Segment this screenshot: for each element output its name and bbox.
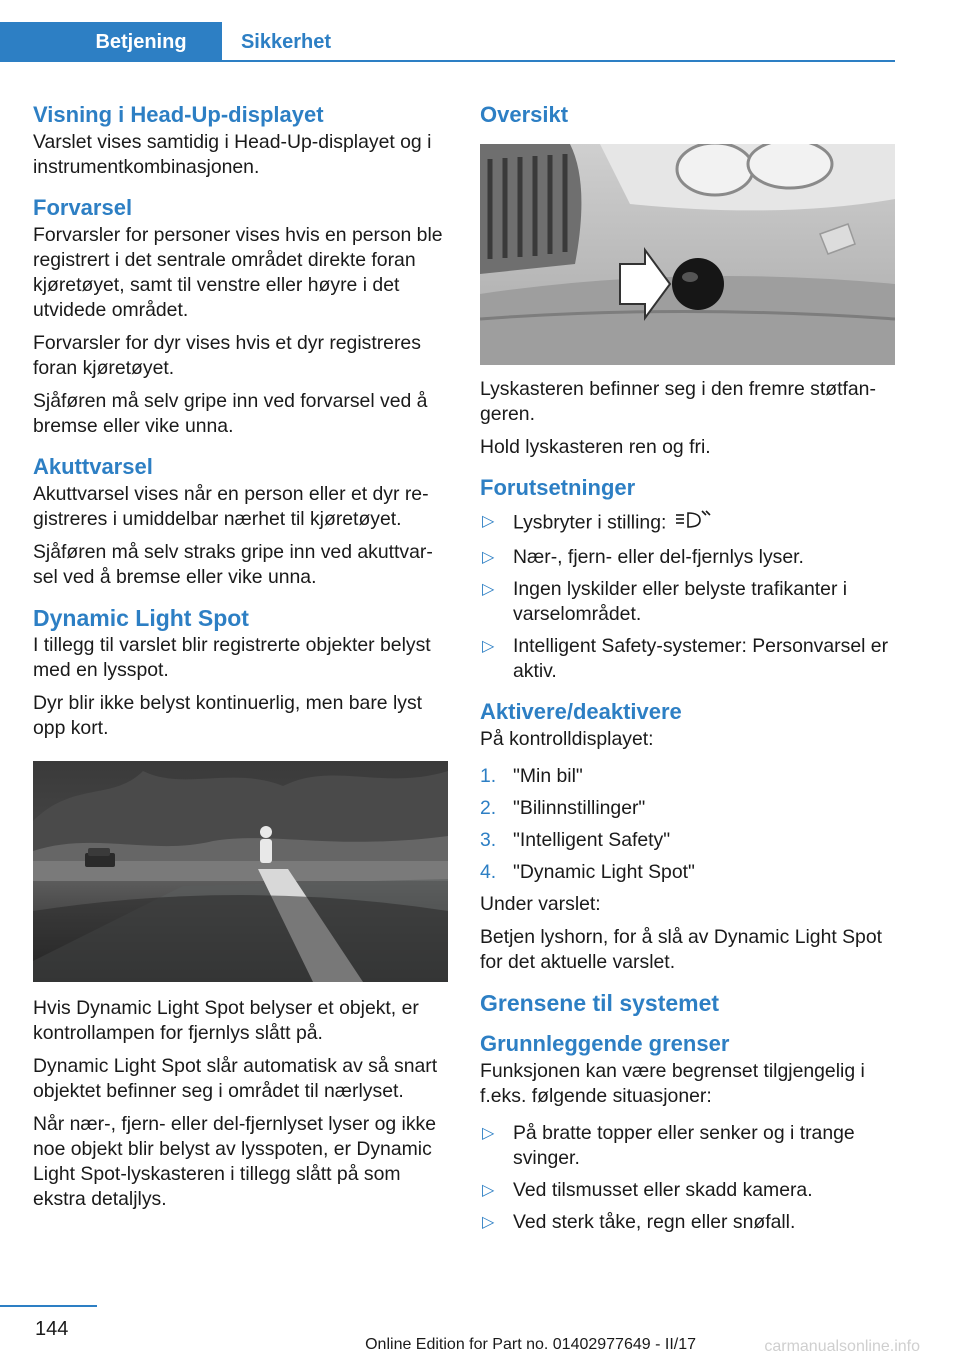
heading-head-up-display: Visning i Head-Up-displayet (33, 102, 324, 127)
heading-oversikt: Oversikt (480, 102, 569, 127)
list-item: 1. "Min bil" (480, 765, 583, 787)
steps-list (480, 764, 895, 885)
prerequisites-list (480, 509, 895, 684)
edition-text: Online Edition for Part no. 01402977649 - II/17 (365, 1336, 696, 1353)
paragraph: Hold lyskasteren ren og fri. (480, 436, 711, 458)
paragraph: Dynamic Light Spot slår automatisk av så snart objektet befinner seg i området til nærlyset. (33, 1055, 438, 1102)
heading-grensene: Grensene til systemet (480, 990, 720, 1016)
paragraph: Hvis Dynamic Light Spot belyser et objekt, er kontrollampen for fjernlys slått på. (33, 997, 419, 1044)
paragraph: På kontrolldisplayet: (480, 728, 654, 750)
right-column (480, 100, 895, 1245)
heading-aktivere-deaktivere: Aktivere/deaktivere (480, 699, 682, 724)
limits-list (480, 1121, 895, 1235)
paragraph: Sjåføren må selv gripe inn ved forvarsel ved å bremse eller vike unna. (33, 390, 428, 437)
list-item: 3. "Intelligent Safety" (480, 829, 671, 851)
heading-forvarsel: Forvarsel (33, 195, 133, 220)
front-bumper-photo (480, 144, 895, 365)
triangle-bullet-icon: ▷ (482, 513, 495, 530)
header-tabs (0, 22, 895, 62)
list-item: 2. "Bilinnstillinger" (480, 797, 646, 819)
paragraph: Varslet vises samtidig i Head-Up-displayet og i instrumentkombinasjonen. (33, 131, 432, 178)
triangle-bullet-icon: ▷ (482, 581, 495, 598)
paragraph: Under varslet: (480, 893, 601, 915)
triangle-bullet-icon: ▷ (482, 1214, 495, 1231)
paragraph: Lyskasteren befinner seg i den fremre støtfan‐geren. (480, 378, 876, 425)
list-item: ▷ Intelligent Safety-systemer: Personvarsel er aktiv. (482, 635, 889, 682)
paragraph: Dyr blir ikke belyst kontinuerlig, men bare lyst opp kort. (33, 692, 423, 739)
auto-headlight-icon (674, 509, 712, 538)
paragraph: Når nær-, fjern- eller del-fjernlyset lyser og ikke noe objekt blir belyst av lysspoten, er Dynamic Light Spot-lyskasteren i tillegg slått på som ekstra detaljlys. (33, 1113, 437, 1210)
paragraph: Funksjonen kan være begrenset tilgjengelig i f.eks. følgende situasjoner: (480, 1060, 865, 1107)
watermark: carmanualsonline.info (764, 1338, 920, 1355)
list-item: ▷ Ved sterk tåke, regn eller snøfall. (482, 1211, 796, 1233)
triangle-bullet-icon: ▷ (482, 549, 495, 566)
paragraph: Forvarsler for personer vises hvis en person ble registrert i det sentrale området direkte foran kjøretøyet, samt til venstre eller høyre i det utvidede området. (33, 224, 443, 321)
triangle-bullet-icon: ▷ (482, 1182, 495, 1199)
tab-betjening[interactable]: Betjening (0, 22, 222, 62)
list-item: ▷ På bratte topper eller senker og i trange svinger. (482, 1122, 855, 1169)
paragraph: I tillegg til varslet blir registrerte objekter belyst med en lysspot. (33, 634, 431, 681)
list-item: ▷ Nær-, fjern- eller del-fjernlys lyser. (482, 546, 804, 568)
tab-sikkerhet[interactable]: Sikkerhet (222, 22, 350, 62)
footer-rule (0, 1305, 97, 1307)
header-rule (0, 60, 895, 62)
heading-grunnleggende-grenser: Grunnleggende grenser (480, 1031, 730, 1056)
list-item: 4. "Dynamic Light Spot" (480, 861, 695, 883)
triangle-bullet-icon: ▷ (482, 638, 495, 655)
left-column (33, 100, 448, 1220)
paragraph: Betjen lyshorn, for å slå av Dynamic Light Spot for det aktuelle varslet. (480, 926, 883, 973)
list-item: ▷ Lysbryter i stilling: (480, 509, 895, 538)
heading-forutsetninger: Forutsetninger (480, 475, 636, 500)
triangle-bullet-icon: ▷ (482, 1125, 495, 1142)
page-number: 144 (35, 1318, 69, 1340)
list-item: ▷ Ingen lyskilder eller belyste trafikanter i varselområdet. (482, 578, 848, 625)
paragraph: Akuttvarsel vises når en person eller et dyr re‐gistreres i umiddelbar nærhet til kjøretøyet. (33, 483, 429, 530)
night-road-illustration (33, 761, 448, 982)
paragraph: Forvarsler for dyr vises hvis et dyr registreres foran kjøretøyet. (33, 332, 421, 379)
heading-dynamic-light-spot: Dynamic Light Spot (33, 605, 249, 631)
list-item: ▷ Ved tilsmusset eller skadd kamera. (482, 1179, 813, 1201)
heading-akuttvarsel: Akuttvarsel (33, 454, 153, 479)
paragraph: Sjåføren må selv straks gripe inn ved akuttvar‐sel ved å bremse eller vike unna. (33, 541, 433, 588)
